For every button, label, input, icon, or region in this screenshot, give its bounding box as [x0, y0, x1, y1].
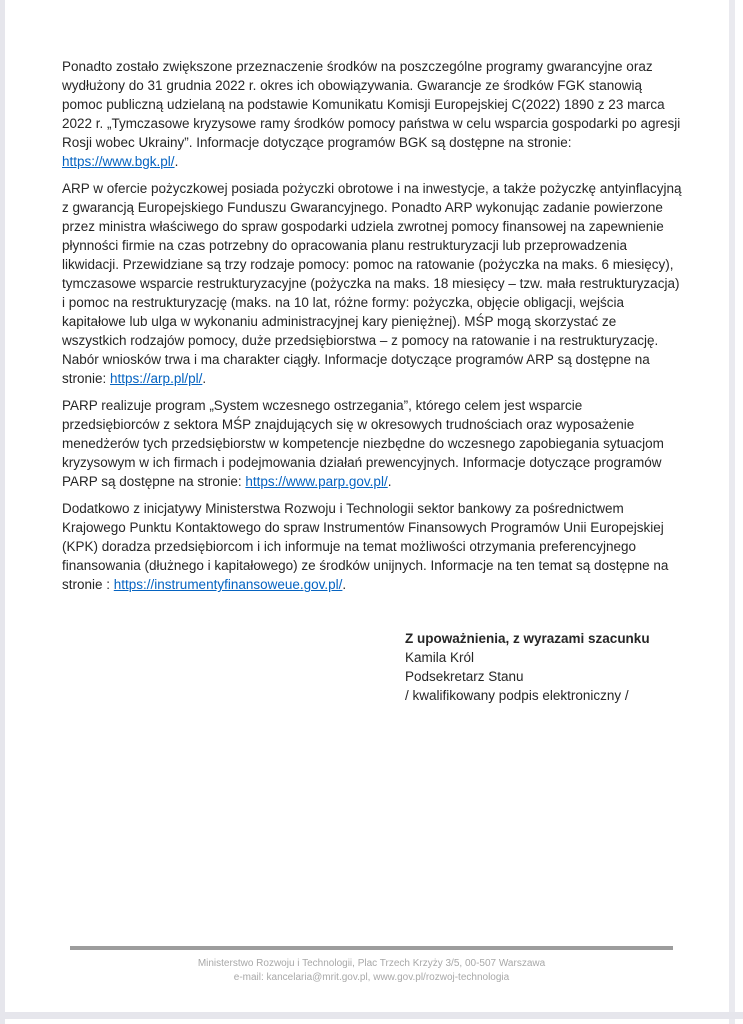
signature-name: Kamila Król	[405, 650, 475, 665]
arp-link[interactable]: https://arp.pl/pl/	[110, 371, 203, 386]
signature-title: Podsekretarz Stanu	[405, 669, 524, 684]
paragraph-text: .	[387, 474, 392, 489]
parp-link[interactable]: https://www.parp.gov.pl/	[245, 474, 388, 489]
footer	[0, 957, 743, 984]
signature-electronic-note: / kwalifikowany podpis elektroniczny /	[405, 688, 629, 703]
page-edge-right	[729, 0, 735, 1024]
paragraph-parp-program	[62, 396, 683, 491]
paragraph-text: .	[342, 577, 347, 592]
page-edge-left	[0, 0, 5, 1024]
kpk-link[interactable]: https://instrumentyfinansoweue.gov.pl/	[113, 577, 343, 592]
paragraph-text: ARP w ofercie pożyczkowej posiada pożyczki obrotowe i na inwestycje, a także pożyczkę antyinflacyjną z gwarancją Europejskiego Funduszu Gwarancyjnego. Ponadto ARP wykonując zadanie powierzone przez ministra właściwego do spraw gospodarki udziela zwrotnej pomocy finansowej na zapewnienie płynności firmie na czas potrzebny do opracowania planu restrukturyzacji lub przeprowadzenia likwidacji. Przewidziane są trzy rodzaje pomocy: pomoc na ratowanie (pożyczka na maks. 6 miesięcy), tymczasowe wsparcie restrukturyzacyjne (pożyczka na maks. 18 miesięcy – tzw. mała restrukturyzacja) i pomoc na restrukturyzację (maks. na 10 lat, różne formy: pożyczka, objęcie obligacji, wejścia kapitałowe lub ulga w wykonaniu administracyjnej kary pieniężnej). MŚP mogą skorzystać ze wszystkich rodzajów pomocy, duże przedsiębiorstwa – z pomocy na ratowanie i na restrukturyzację. Nabór wniosków trwa i ma charakter ciągły. Informacje dotyczące programów ARP są dostępne na stronie:	[62, 181, 682, 386]
footer-address-line: Ministerstwo Rozwoju i Technologii, Plac Trzech Krzyży 3/5, 00-507 Warszawa	[197, 958, 546, 969]
footer-contact-line: e-mail: kancelaria@mrit.gov.pl, www.gov.pl/rozwoj-technologia	[233, 971, 510, 983]
paragraph-fgk-guarantees	[62, 57, 683, 171]
paragraph-text: Dodatkowo z inicjatywy Ministerstwa Rozwoju i Technologii sektor bankowy za pośrednictwem Krajowego Punktu Kontaktowego do spraw Instrumentów Finansowych Programów Unii Europejskiej (KPK) doradza przedsiębiorcom i ich informuje na temat możliwości otrzymania preferencyjnego finansowania (dłużnego i kapitałowego) ze środków unijnych. Informacje na ten temat są dostępne na stronie :	[62, 501, 669, 592]
footer-divider	[70, 946, 673, 950]
page-edge-bottom	[0, 1012, 743, 1019]
signature-closing: Z upoważnienia, z wyrazami szacunku	[405, 631, 650, 646]
letter-body	[62, 57, 683, 602]
signature-block	[405, 629, 650, 705]
paragraph-kpk-financing	[62, 499, 683, 594]
paragraph-text: .	[202, 371, 207, 386]
paragraph-text: Ponadto zostało zwiększone przeznaczenie środków na poszczególne programy gwarancyjne oraz wydłużony do 31 grudnia 2022 r. okres ich obowiązywania. Gwarancje ze środków FGK stanowią pomoc publiczną udzielaną na podstawie Komunikatu Komisji Europejskiej C(2022) 1890 z 23 marca 2022 r. „Tymczasowe kryzysowe ramy środków pomocy państwa w celu wsparcia gospodarki po agresji Rosji wobec Ukrainy”. Informacje dotyczące programów BGK są dostępne na stronie:	[62, 59, 681, 150]
paragraph-text: PARP realizuje program „System wczesnego ostrzegania”, którego celem jest wsparcie przedsiębiorców z sektora MŚP znajdujących się w okresowych trudnościach oraz wyposażenie menedżerów tych przedsiębiorstw w kompetencje niezbędne do wczesnego zapobiegania sytuacjom kryzysowym w ich firmach i podejmowania działań prewencyjnych. Informacje dotyczące programów PARP są dostępne na stronie:	[62, 398, 664, 489]
paragraph-arp-loans	[62, 179, 683, 388]
paragraph-text: .	[174, 154, 179, 169]
bgk-link[interactable]: https://www.bgk.pl/	[62, 154, 175, 169]
